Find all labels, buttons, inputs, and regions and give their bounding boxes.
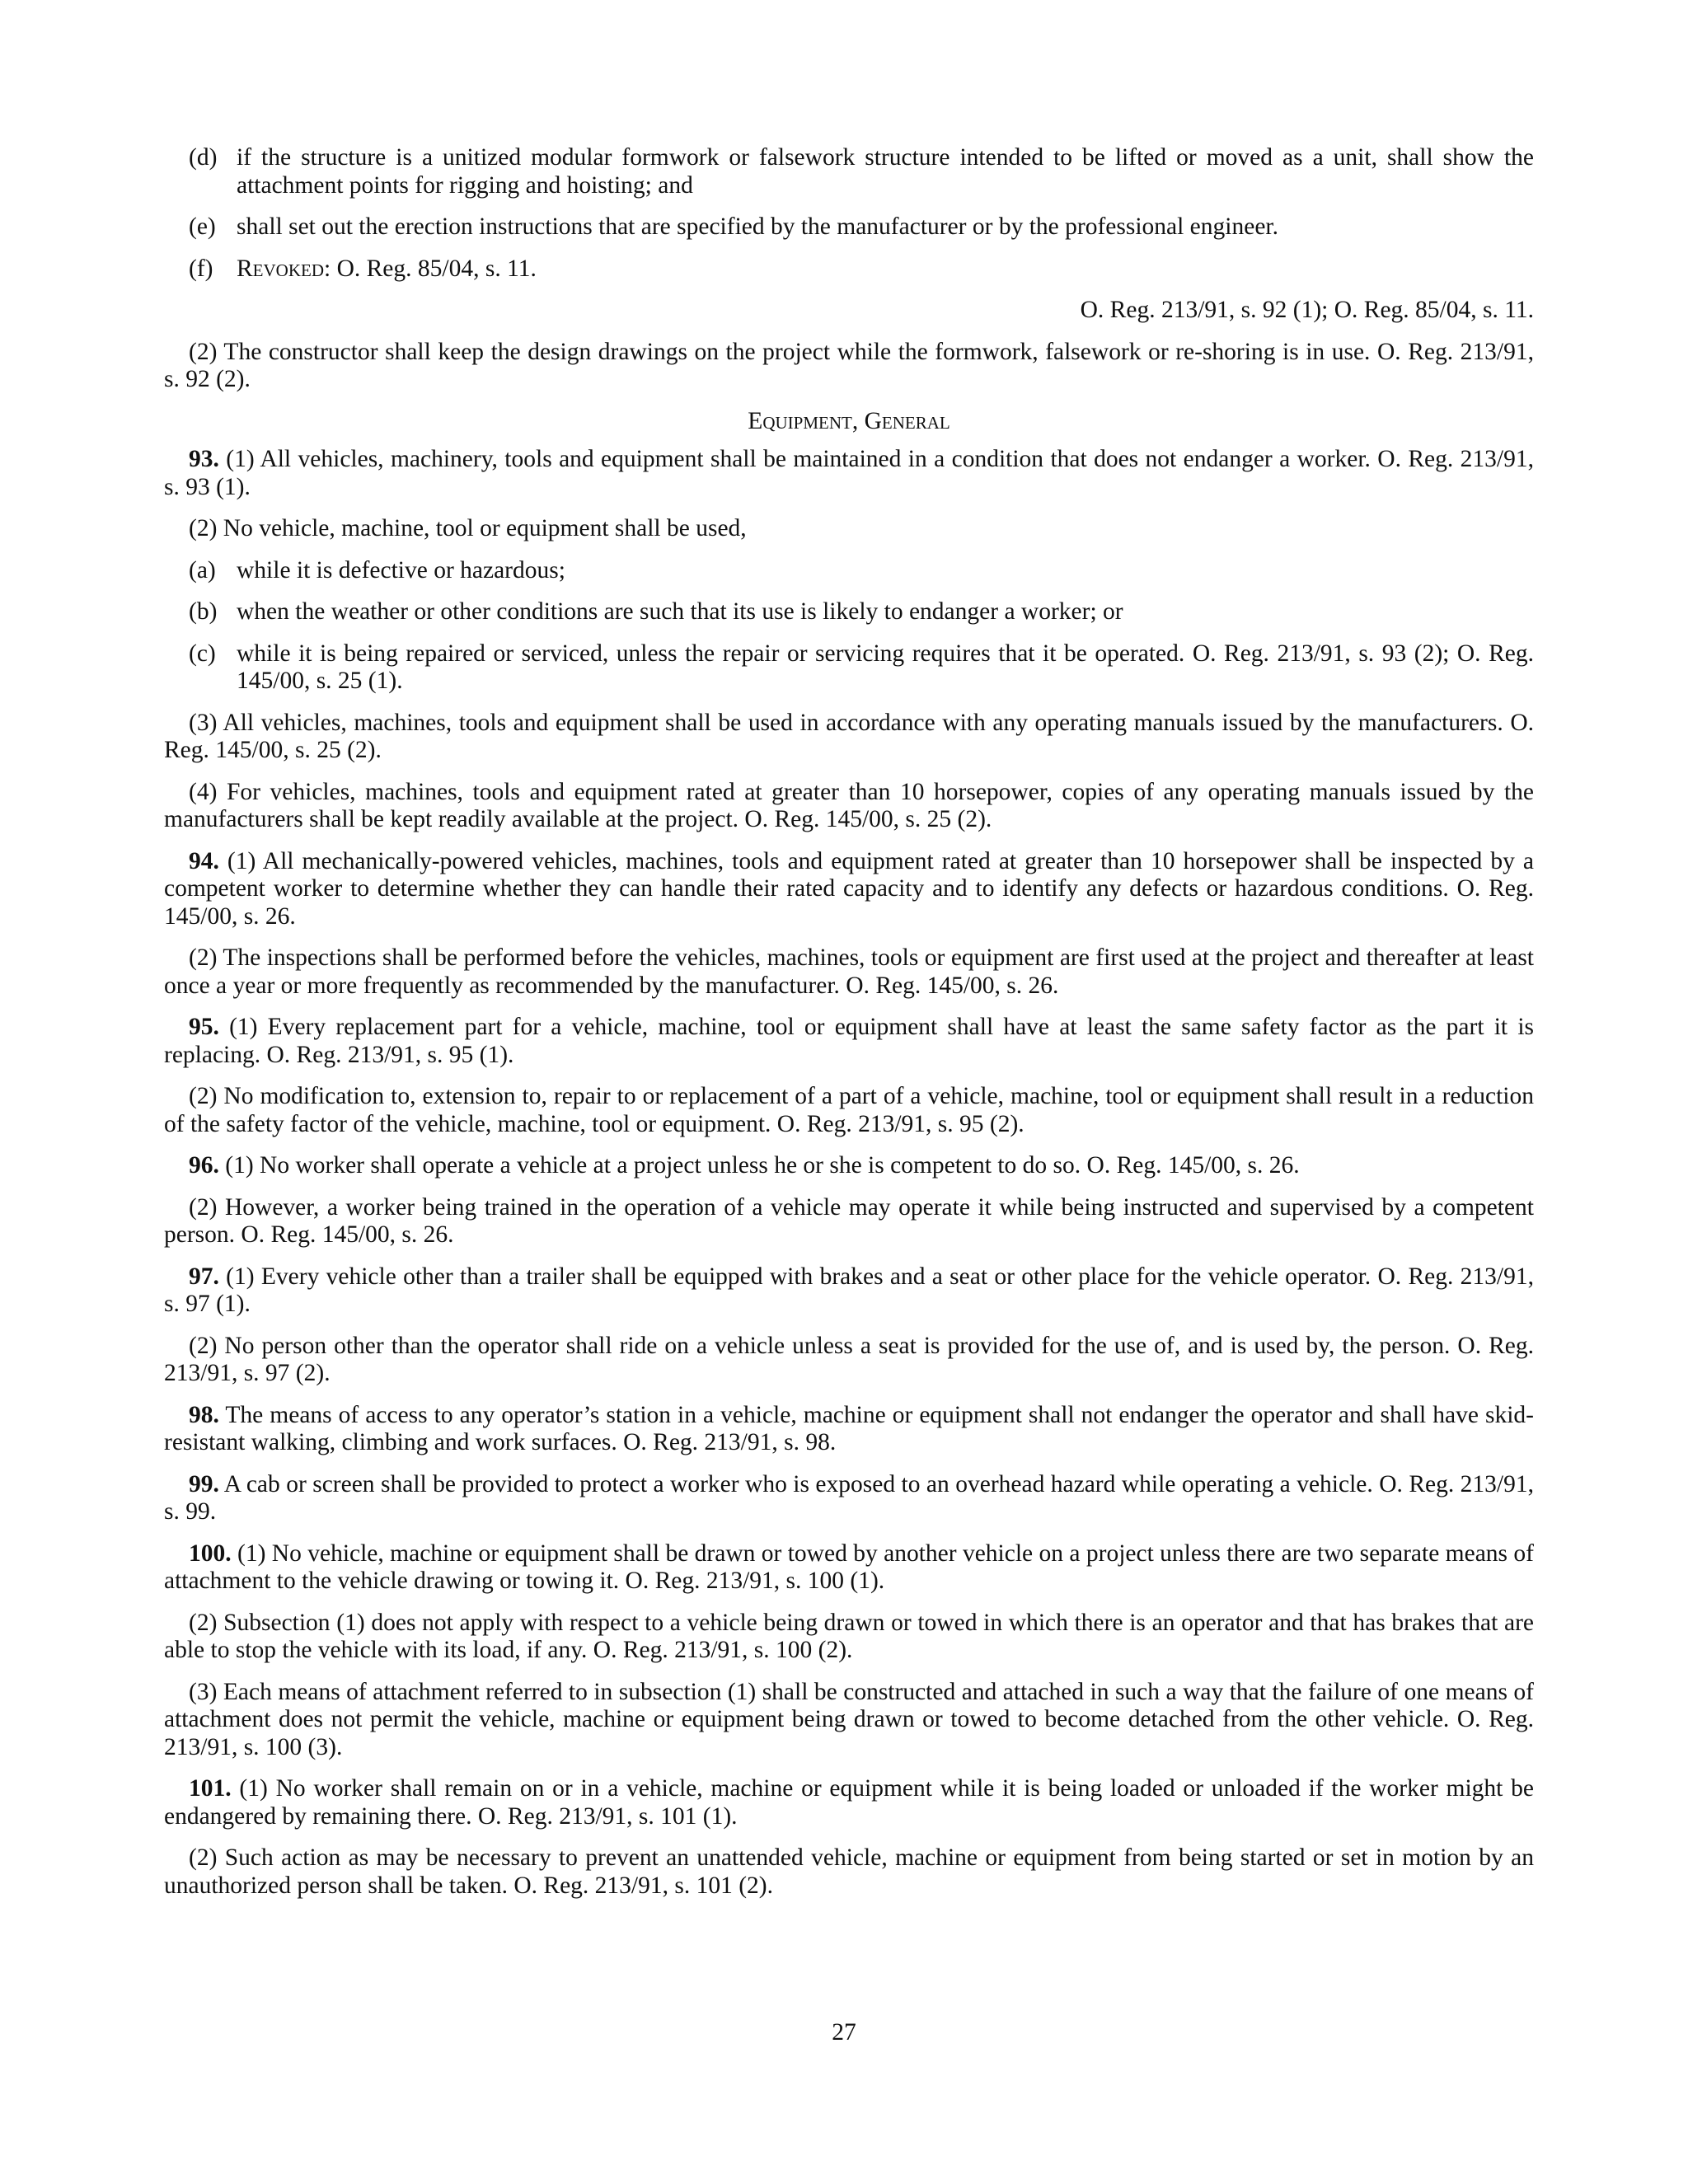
section-number: 95.	[189, 1014, 219, 1040]
section-97-subsection-1: 97. (1) Every vehicle other than a trailer shall be equipped with brakes and a seat or other place for the vehicle operator. O. Reg. 213/91, s. 97 (1).	[164, 1263, 1534, 1317]
clause-c	[164, 640, 1534, 696]
clause-text	[237, 255, 1534, 284]
section-93-subsection-2: (2) No vehicle, machine, tool or equipment shall be used,	[189, 515, 747, 541]
section-95-subsection-1: 95. (1) Every replacement part for a vehicle, machine, tool or equipment shall have at least the same safety factor as the part it is replacing. O. Reg. 213/91, s. 95 (1).	[164, 1014, 1534, 1068]
clause-text: when the weather or other conditions are such that its use is likely to endanger a worker; or	[237, 598, 1123, 625]
section-93-subsection-1: 93. (1) All vehicles, machinery, tools and equipment shall be maintained in a condition that does not endanger a worker. O. Reg. 213/91, s. 93 (1).	[164, 446, 1534, 500]
section-94-subsection-1: 94. (1) All mechanically-powered vehicles, machines, tools and equipment rated at greater than 10 horsepower shall be inspected by a competent worker to determine whether they can handle their rated capacity and to identify any defects or hazardous conditions. O. Reg. 145/00, s. 26.	[164, 847, 1534, 930]
section-heading: Equipment, General	[748, 407, 950, 434]
clause-label: (d)	[189, 144, 218, 171]
section-number: 93.	[189, 446, 219, 472]
clause-a	[164, 557, 1534, 585]
section-93-subsection-4: (4) For vehicles, machines, tools and equipment rated at greater than 10 horsepower, copies of any operating manuals issued by the manufacturers shall be kept readily available at the project. O. Reg. 145/00, s. 25 (2).	[164, 778, 1534, 832]
clause-f	[164, 255, 1534, 284]
section-100-subsection-3: (3) Each means of attachment referred to in subsection (1) shall be constructed and attached in such a way that the failure of one means of attachment does not permit the vehicle, machine or equipment being drawn or towed to become detached from the other vehicle. O. Reg. 213/91, s. 100 (3).	[164, 1678, 1534, 1760]
section-97-subsection-2: (2) No person other than the operator shall ride on a vehicle unless a seat is provided for the use of, and is used by, the person. O. Reg. 213/91, s. 97 (2).	[164, 1332, 1534, 1386]
section-92-subsection-2: (2) The constructor shall keep the design drawings on the project while the formwork, falsework or re-shoring is in use. O. Reg. 213/91, s. 92 (2).	[164, 338, 1534, 392]
section-number: 100.	[189, 1540, 232, 1567]
section-95-subsection-2: (2) No modification to, extension to, repair to or replacement of a part of a vehicle, machine, tool or equipment shall result in a reduction of the safety factor of the vehicle, machine, tool or equipment. O. Reg. 213/91, s. 95 (2).	[164, 1083, 1534, 1137]
clause-label: (b)	[189, 598, 218, 625]
section-98: 98. The means of access to any operator’s station in a vehicle, machine or equipment shall not endanger the operator and shall have skid-resistant walking, climbing and work surfaces. O. Reg. 213/91, s. 98.	[164, 1401, 1534, 1455]
clause-text: while it is defective or hazardous;	[237, 556, 565, 583]
clause-b	[164, 598, 1534, 626]
clause-e	[164, 213, 1534, 241]
clause-label: (f)	[189, 255, 213, 282]
section-100-subsection-2: (2) Subsection (1) does not apply with respect to a vehicle being drawn or towed in which there is an operator and that has brakes that are able to stop the vehicle with its load, if any. O. Reg. 213/91, s. 100 (2).	[164, 1609, 1534, 1663]
section-101-subsection-2: (2) Such action as may be necessary to prevent an unattended vehicle, machine or equipment from being started or set in motion by an unauthorized person shall be taken. O. Reg. 213/91, s. 101 (2).	[164, 1844, 1534, 1899]
section-96-subsection-1: 96. (1) No worker shall operate a vehicle at a project unless he or she is competent to do so. O. Reg. 145/00, s. 26.	[189, 1152, 1300, 1179]
clause-text: if the structure is a unitized modular formwork or falsework structure intended to be lifted or moved as a unit, shall show the attachment points for rigging and hoisting; and	[237, 144, 1534, 199]
section-number: 101.	[189, 1775, 232, 1802]
section-number: 96.	[189, 1152, 219, 1179]
clause-label: (c)	[189, 640, 216, 667]
clause-label: (a)	[189, 556, 216, 583]
clause-text: shall set out the erection instructions that are specified by the manufacturer or by the professional engineer.	[237, 213, 1278, 240]
section-94-subsection-2: (2) The inspections shall be performed before the vehicles, machines, tools or equipment are first used at the project and thereafter at least once a year or more frequently as recommended by the manufacturer. O. Reg. 145/00, s. 26.	[164, 944, 1534, 999]
clause-label: (e)	[189, 213, 216, 240]
page-number: 27	[832, 2019, 856, 2046]
section-99: 99. A cab or screen shall be provided to protect a worker who is exposed to an overhead hazard while operating a vehicle. O. Reg. 213/91, s. 99.	[164, 1470, 1534, 1525]
section-100-subsection-1: 100. (1) No vehicle, machine or equipment shall be drawn or towed by another vehicle on a project unless there are two separate means of attachment to the vehicle drawing or towing it. O. Reg. 213/91, s. 100 (1).	[164, 1540, 1534, 1594]
section-number: 94.	[189, 847, 219, 874]
clause-text: while it is being repaired or serviced, unless the repair or servicing requires that it be operated. O. Reg. 213/91, s. 93 (2); O. Reg. 145/00, s. 25 (1).	[237, 640, 1534, 694]
section-number: 97.	[189, 1263, 219, 1290]
section-96-subsection-2: (2) However, a worker being trained in the operation of a vehicle may operate it while being instructed and supervised by a competent person. O. Reg. 145/00, s. 26.	[164, 1193, 1534, 1248]
section-number: 99.	[189, 1470, 219, 1497]
document-page	[164, 144, 1534, 1914]
revoked-citation: : O. Reg. 85/04, s. 11.	[324, 255, 537, 282]
revoked-label: Revoked	[237, 255, 324, 282]
clause-d	[164, 144, 1534, 199]
section-101-subsection-1: 101. (1) No worker shall remain on or in a vehicle, machine or equipment while it is being loaded or unloaded if the worker might be endangered by remaining there. O. Reg. 213/91, s. 101 (1).	[164, 1775, 1534, 1830]
section-number: 98.	[189, 1401, 219, 1428]
section-93-subsection-3: (3) All vehicles, machines, tools and equipment shall be used in accordance with any operating manuals issued by the manufacturers. O. Reg. 145/00, s. 25 (2).	[164, 709, 1534, 763]
citation-92-1: O. Reg. 213/91, s. 92 (1); O. Reg. 85/04, s. 11.	[1080, 297, 1534, 323]
